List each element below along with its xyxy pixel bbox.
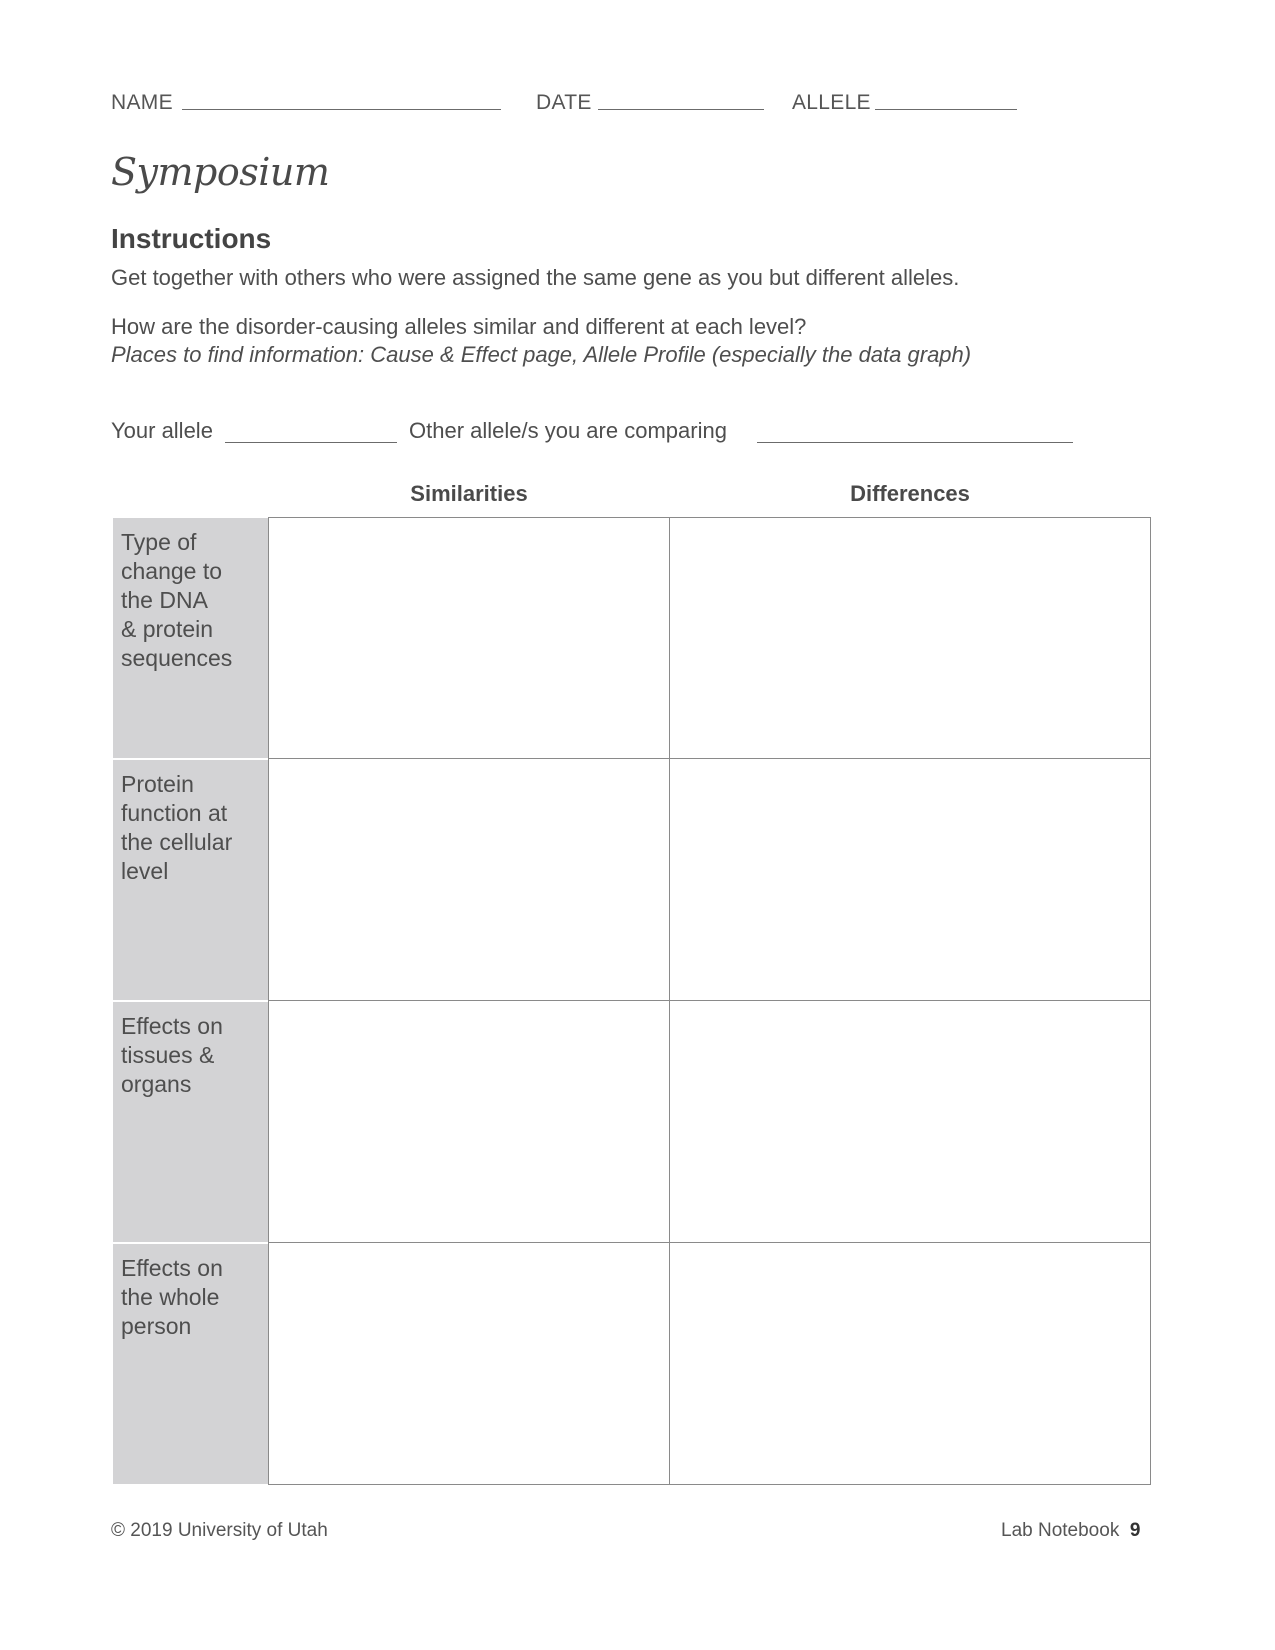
name-label: NAME	[111, 91, 173, 114]
instructions-heading: Instructions	[111, 223, 272, 254]
instructions-question: How are the disorder-causing alleles similar and different at each level?	[111, 314, 807, 339]
column-header-differences: Differences	[850, 481, 970, 506]
similarities-cell-dna-protein[interactable]	[268, 517, 671, 759]
similarities-cell-cellular[interactable]	[268, 758, 671, 1001]
differences-cell-tissues[interactable]	[669, 1000, 1151, 1243]
allele-field[interactable]	[875, 109, 1017, 110]
other-allele-label: Other allele/s you are comparing	[409, 418, 727, 443]
differences-cell-whole-person[interactable]	[669, 1242, 1151, 1485]
footer-notebook	[1001, 1520, 1140, 1542]
footer-notebook-label: Lab Notebook	[1001, 1520, 1120, 1541]
differences-cell-dna-protein[interactable]	[669, 517, 1151, 759]
similarities-cell-tissues[interactable]	[268, 1000, 671, 1243]
row-label-dna-protein: Type of change to the DNA & protein sequences	[113, 518, 269, 758]
name-field[interactable]	[182, 109, 501, 110]
instructions-places: Places to find information: Cause & Effect page, Allele Profile (especially the data graph)	[111, 342, 972, 367]
column-header-similarities: Similarities	[410, 481, 528, 506]
date-label: DATE	[536, 91, 592, 114]
similarities-cell-whole-person[interactable]	[268, 1242, 671, 1485]
instructions-line: Get together with others who were assigned the same gene as you but different alleles.	[111, 265, 960, 290]
row-label-whole-person: Effects on the whole person	[113, 1244, 269, 1484]
row-label-tissues: Effects on tissues & organs	[113, 1002, 269, 1242]
other-allele-field[interactable]	[757, 442, 1073, 443]
row-label-cellular: Protein function at the cellular level	[113, 760, 269, 1000]
allele-label: ALLELE	[792, 91, 871, 114]
your-allele-field[interactable]	[225, 442, 397, 443]
differences-cell-cellular[interactable]	[669, 758, 1151, 1001]
copyright: © 2019 University of Utah	[111, 1520, 328, 1541]
page-number: 9	[1129, 1520, 1141, 1541]
page-title: Symposium	[111, 150, 330, 194]
date-field[interactable]	[598, 109, 764, 110]
your-allele-label: Your allele	[111, 418, 213, 443]
